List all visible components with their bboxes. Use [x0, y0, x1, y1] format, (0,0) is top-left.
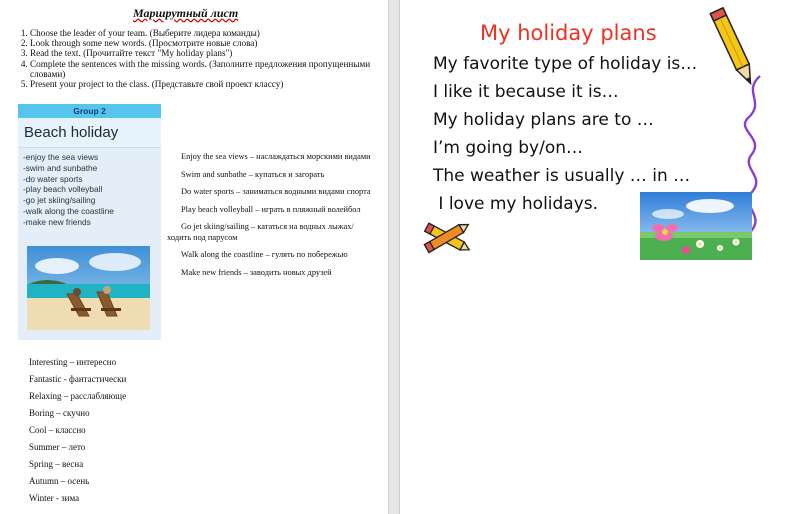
vocabulary-item: Do water sports – заниматься водными видами спорта [181, 187, 371, 196]
task-list [14, 28, 400, 89]
activity-item: -walk along the coastline [23, 205, 114, 216]
route-sheet-title: Маршрутный лист [133, 6, 239, 20]
page-gap [388, 0, 400, 514]
vocabulary-item: Play beach volleyball – играть в пляжный волейбол [181, 204, 361, 214]
card-title: Beach holiday [18, 118, 161, 148]
vocabulary-item: Make new friends – заводить новых друзей [181, 267, 332, 277]
activity-list [23, 152, 161, 228]
left-page [0, 0, 388, 514]
vocabulary-item: Go jet skiing/sailing – кататься на водных лыжах/ходить под парусом [167, 222, 354, 242]
vocabulary-item: Enjoy the sea views – наслаждаться морскими видами [181, 152, 371, 161]
prompt-line: The weather is usually … in … [433, 166, 691, 186]
adjective-item: Winter - зима [29, 493, 80, 503]
adjective-item: Summer – лето [29, 442, 86, 452]
activity-item: -play beach volleyball [23, 184, 103, 195]
adjective-item: Relaxing – расслабляюще [29, 391, 127, 401]
prompt-line: I love my holidays. [433, 194, 599, 214]
adjective-item: Autumn – осень [29, 476, 90, 486]
crossed-pencils-icon [418, 213, 474, 263]
prompt-line: My holiday plans are to … [433, 110, 654, 130]
prompt-line: I like it because it is… [433, 82, 619, 102]
adjective-item: Interesting – интересно [29, 357, 117, 367]
vocabulary-item: Swim and sunbathe – купаться и загорать [181, 169, 325, 179]
prompt-line: I’m going by/on… [433, 138, 584, 158]
activity-item: -go jet skiing/sailing [23, 195, 96, 206]
adjective-item: Fantastic - фантастически [29, 374, 127, 384]
task-item: 5. Present your project to the class. (Представьте свой проект классу) [30, 79, 400, 89]
beach-chairs-photo [27, 246, 150, 330]
task-item: 1. Choose the leader of your team. (Выберите лидера команды) [30, 28, 400, 38]
vocabulary-item: Walk along the coastline – гулять по побережью [181, 250, 348, 259]
activity-item: -do water sports [23, 173, 83, 184]
flower-meadow-photo [640, 192, 752, 260]
adjective-item: Cool – классно [29, 425, 86, 435]
adjective-list [29, 357, 126, 510]
task-item: 4. Complete the sentences with the missing words. (Заполните предложения пропущенными словами) [30, 59, 400, 79]
vocabulary-list [167, 152, 377, 285]
adjective-item: Spring – весна [29, 459, 84, 469]
task-item: 3. Read the text. (Прочитайте текст "My holiday plans") [30, 48, 400, 58]
slide-title: My holiday plans [480, 21, 657, 45]
prompt-line: My favorite type of holiday is… [433, 54, 698, 74]
task-item: 2. Look through some new words. (Просмотрите новые слова) [30, 38, 400, 48]
beach-holiday-card [18, 104, 161, 340]
group-label: Group 2 [18, 104, 161, 118]
activity-item: -swim and sunbathe [23, 162, 98, 173]
adjective-item: Boring – скучно [29, 408, 90, 418]
activity-item: -make new friends [23, 216, 91, 227]
activity-item: -enjoy the sea views [23, 152, 99, 162]
